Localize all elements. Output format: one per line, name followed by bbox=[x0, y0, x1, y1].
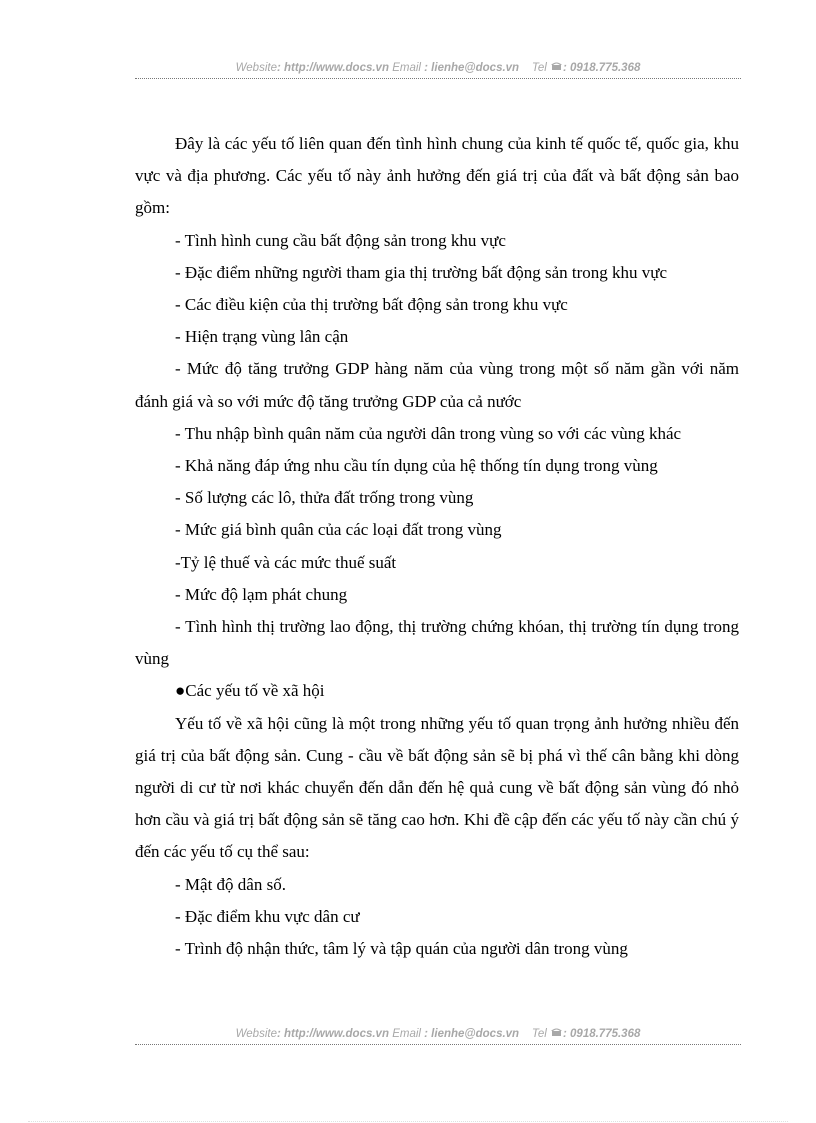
page-bottom-edge bbox=[28, 1121, 788, 1122]
list-item: - Tình hình thị trường lao động, thị trường chứng khóan, thị trường tín dụng trong vùng bbox=[135, 617, 739, 669]
list-item: - Hiện trạng vùng lân cận bbox=[175, 327, 349, 347]
header-email-value: : lienhe@docs.vn bbox=[424, 62, 520, 74]
document-body bbox=[135, 128, 739, 965]
list-item: - Mật độ dân số. bbox=[175, 874, 286, 894]
header-email-label: Email bbox=[392, 62, 421, 74]
page-footer bbox=[135, 1027, 741, 1040]
list-item: - Mức độ lạm phát chung bbox=[175, 584, 348, 604]
header-tel-label: Tel bbox=[531, 62, 547, 74]
telephone-icon bbox=[551, 1027, 562, 1040]
list-item: - Khả năng đáp ứng nhu cầu tín dụng của hệ thống tín dụng trong vùng bbox=[175, 456, 658, 476]
header-divider bbox=[135, 78, 741, 79]
list-item: - Đặc điểm những người tham gia thị trường bất động sản trong khu vực bbox=[175, 262, 668, 282]
footer-website-value: : http://www.docs.vn bbox=[276, 1028, 389, 1040]
list-item: - Số lượng các lô, thửa đất trống trong vùng bbox=[175, 488, 474, 508]
list-item: - Mức giá bình quân của các loại đất trong vùng bbox=[175, 520, 502, 540]
footer-tel-label: Tel bbox=[531, 1028, 547, 1040]
footer-tel-value: : 0918.775.368 bbox=[563, 1028, 641, 1040]
footer-divider bbox=[135, 1044, 741, 1045]
footer-email-value: : lienhe@docs.vn bbox=[424, 1028, 520, 1040]
header-website-value: : http://www.docs.vn bbox=[276, 62, 389, 74]
list-item: -Tỷ lệ thuế và các mức thuế suất bbox=[175, 552, 397, 572]
social-factors-paragraph: Yếu tố về xã hội cũng là một trong những yếu tố quan trọng ảnh hưởng nhiều đến giá trị của bất động sản. Cung - cầu về bất động sản sẽ bị phá vì thế cân bằng khi dòng người di cư từ nơi khác chuyển đến dẫn đến hệ quả cung về bất động sản vùng đó nhỏ hơn cầu và giá trị bất động sản sẽ tăng cao hơn. Khi đề cập đến các yếu tố này cần chú ý đến các yếu tố cụ thể sau: bbox=[135, 713, 739, 862]
intro-paragraph: Đây là các yếu tố liên quan đến tình hình chung của kinh tế quốc tế, quốc gia, khu vực và địa phương. Các yếu tố này ảnh hưởng đến giá trị của đất và bất động sản bao gồm: bbox=[135, 134, 739, 218]
list-item: - Trình độ nhận thức, tâm lý và tập quán của người dân trong vùng bbox=[175, 939, 628, 959]
list-item: - Tình hình cung cầu bất động sản trong khu vực bbox=[175, 230, 506, 250]
list-item: - Mức độ tăng trưởng GDP hàng năm của vùng trong một số năm gần với năm đánh giá và so với mức độ tăng trưởng GDP của cả nước bbox=[135, 359, 739, 411]
header-tel-value: : 0918.775.368 bbox=[563, 62, 641, 74]
footer-email-label: Email bbox=[392, 1028, 421, 1040]
footer-website-label: Website bbox=[235, 1028, 277, 1040]
header-website-label: Website bbox=[235, 62, 277, 74]
section-heading: ●Các yếu tố về xã hội bbox=[175, 681, 325, 701]
list-item: - Các điều kiện của thị trường bất động sản trong khu vực bbox=[175, 295, 568, 315]
page-header bbox=[135, 61, 741, 74]
list-item: - Thu nhập bình quân năm của người dân trong vùng so với các vùng khác bbox=[175, 423, 682, 443]
telephone-icon bbox=[551, 61, 562, 74]
list-item: - Đặc điểm khu vực dân cư bbox=[175, 906, 360, 926]
